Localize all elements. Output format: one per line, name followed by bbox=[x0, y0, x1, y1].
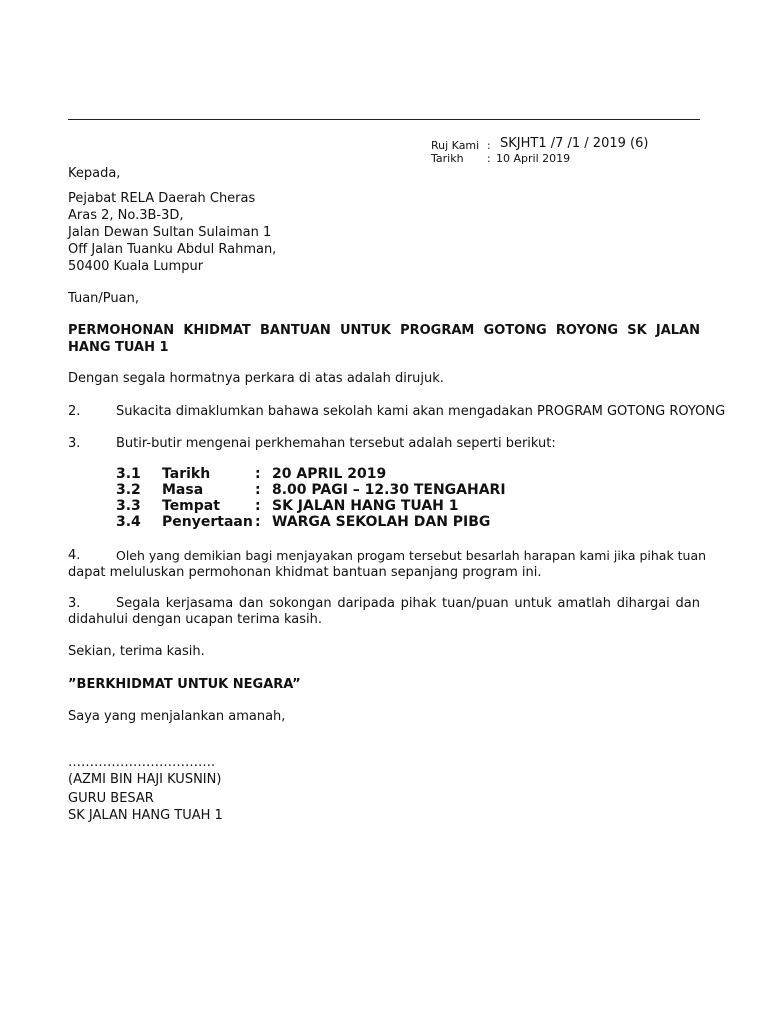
detail-number: 3.1 bbox=[116, 466, 141, 482]
date-label: Tarikh bbox=[431, 152, 464, 165]
paragraph-2-text: Sukacita dimaklumkan bahawa sekolah kami akan mengadakan PROGRAM GOTONG ROYONG bbox=[116, 404, 726, 419]
closing-line: Sekian, terima kasih. bbox=[68, 644, 205, 659]
paragraph-5-line-1: Segala kerjasama dan sokongan daripada pihak tuan/puan untuk amatlah dihargai dan bbox=[116, 596, 700, 611]
address-line: Off Jalan Tuanku Abdul Rahman, bbox=[68, 242, 277, 257]
paragraph-4-line-2: dapat meluluskan permohonan khidmat bantuan sepanjang program ini. bbox=[68, 565, 542, 580]
address-line: Aras 2, No.3B-3D, bbox=[68, 208, 184, 223]
signatory-school: SK JALAN HANG TUAH 1 bbox=[68, 808, 223, 823]
ref-label: Ruj Kami bbox=[431, 139, 480, 152]
date-separator: : bbox=[487, 152, 491, 165]
detail-number: 3.3 bbox=[116, 498, 141, 514]
signatory-title: GURU BESAR bbox=[68, 791, 154, 806]
salutation-to: Kepada, bbox=[68, 166, 121, 181]
detail-separator: : bbox=[255, 466, 261, 482]
paragraph-number: 3. bbox=[68, 436, 81, 451]
address-line: Pejabat RELA Daerah Cheras bbox=[68, 191, 256, 206]
detail-label: Tempat bbox=[162, 498, 220, 514]
subject-line-2: HANG TUAH 1 bbox=[68, 340, 169, 355]
motto: ”BERKHIDMAT UNTUK NEGARA” bbox=[68, 677, 301, 692]
detail-value: SK JALAN HANG TUAH 1 bbox=[272, 498, 459, 514]
detail-label: Penyertaan bbox=[162, 514, 253, 530]
detail-label: Tarikh bbox=[162, 466, 211, 482]
paragraph-number: 4. bbox=[68, 548, 81, 563]
signature-lead: Saya yang menjalankan amanah, bbox=[68, 709, 286, 724]
detail-number: 3.4 bbox=[116, 514, 141, 530]
detail-separator: : bbox=[255, 498, 261, 514]
intro-paragraph: Dengan segala hormatnya perkara di atas adalah dirujuk. bbox=[68, 371, 444, 386]
ref-separator: : bbox=[487, 139, 491, 152]
ref-value: SKJHT1 /7 /1 / 2019 (6) bbox=[500, 136, 649, 151]
header-rule bbox=[68, 119, 700, 120]
paragraph-5-line-2: didahului dengan ucapan terima kasih. bbox=[68, 612, 323, 627]
address-line: Jalan Dewan Sultan Sulaiman 1 bbox=[68, 225, 272, 240]
signatory-name: (AZMI BIN HAJI KUSNIN) bbox=[68, 772, 222, 787]
paragraph-number: 3. bbox=[68, 596, 81, 611]
paragraph-3-text: Butir-butir mengenai perkhemahan tersebut adalah seperti berikut: bbox=[116, 436, 556, 451]
signature-dots: ……………………………. bbox=[68, 755, 216, 770]
subject-line-1: PERMOHONAN KHIDMAT BANTUAN UNTUK PROGRAM GOTONG ROYONG SK JALAN bbox=[68, 323, 700, 338]
detail-separator: : bbox=[255, 514, 261, 530]
address-line: 50400 Kuala Lumpur bbox=[68, 259, 204, 274]
paragraph-4-line-1: Oleh yang demikian bagi menjayakan progam tersebut besarlah harapan kami jika pihak tuan bbox=[116, 548, 707, 563]
detail-label: Masa bbox=[162, 482, 204, 498]
detail-value: 8.00 PAGI – 12.30 TENGAHARI bbox=[272, 482, 506, 498]
date-value: 10 April 2019 bbox=[496, 152, 571, 165]
detail-separator: : bbox=[255, 482, 261, 498]
detail-value: 20 APRIL 2019 bbox=[272, 466, 387, 482]
paragraph-number: 2. bbox=[68, 404, 81, 419]
greeting: Tuan/Puan, bbox=[68, 291, 139, 306]
detail-number: 3.2 bbox=[116, 482, 141, 498]
detail-value: WARGA SEKOLAH DAN PIBG bbox=[272, 514, 491, 530]
